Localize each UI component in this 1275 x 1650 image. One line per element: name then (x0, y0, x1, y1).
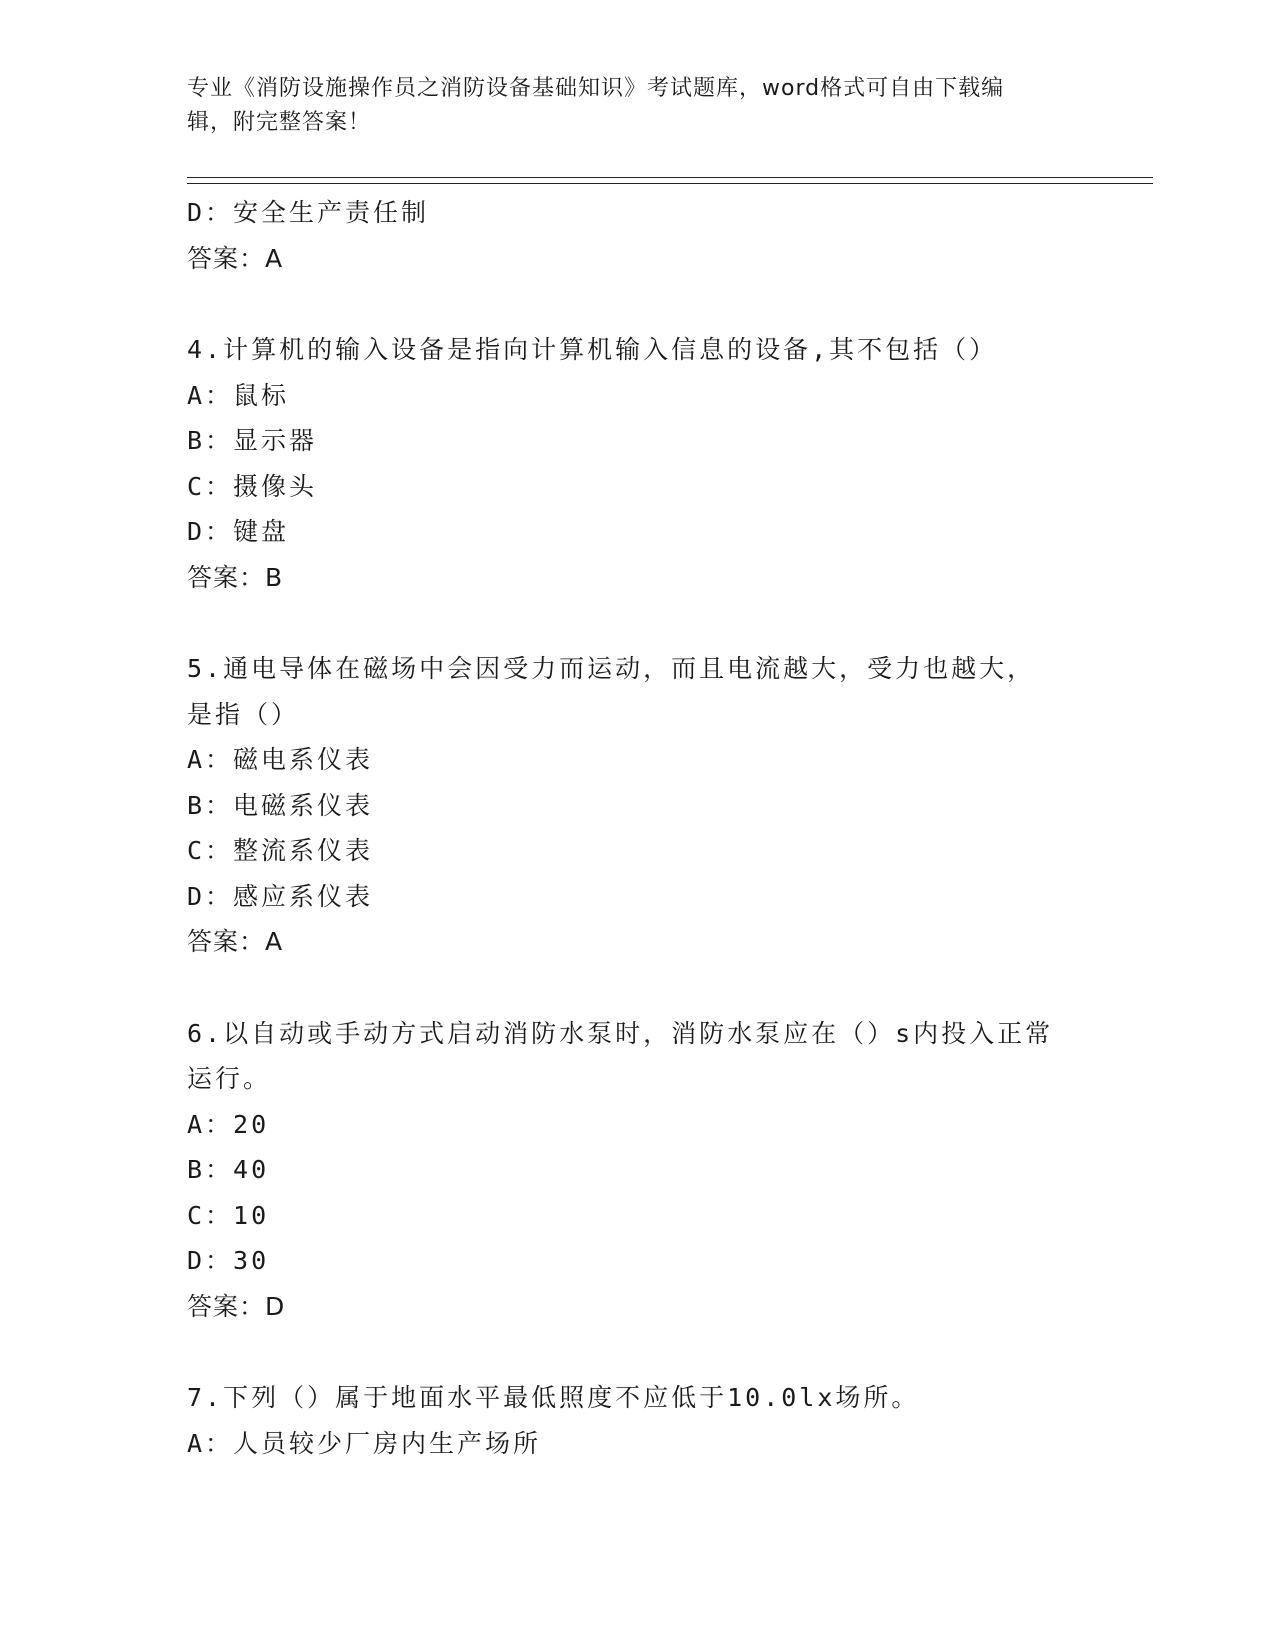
spacer (187, 965, 1087, 1011)
document-header (187, 72, 1067, 140)
question-stem-line-2: 是指（） (187, 699, 300, 729)
option-a: A：磁电系仪表 (187, 745, 374, 774)
header-line-1: 专业《消防设施操作员之消防设备基础知识》考试题库，word格式可自由下载编 (187, 76, 1005, 101)
answer: 答案：B (187, 562, 284, 592)
option-c: C：10 (187, 1200, 270, 1230)
spacer (187, 600, 1087, 646)
answer: 答案：D (187, 1291, 286, 1321)
header-rule-top (187, 177, 1153, 178)
option-d: D：30 (187, 1246, 270, 1275)
option-b: B：显示器 (187, 426, 318, 455)
option-b: B：40 (187, 1155, 270, 1184)
option-c: C：整流系仪表 (187, 836, 374, 865)
option-a: A：鼠标 (187, 380, 290, 410)
question-list (187, 190, 1087, 1466)
question-4 (187, 327, 1087, 600)
spacer (187, 281, 1087, 327)
question-stem: 7.下列（）属于地面水平最低照度不应低于10.0lx场所。 (187, 1383, 920, 1412)
option-b: B：电磁系仪表 (187, 790, 374, 820)
answer: 答案：A (187, 243, 284, 273)
question-6 (187, 1011, 1087, 1330)
answer: 答案：A (187, 927, 284, 956)
option-d: D：安全生产责任制 (187, 198, 430, 227)
header-line-2: 辑，附完整答案！ (187, 110, 372, 135)
option-c: C：摄像头 (187, 471, 318, 501)
question-stem: 4.计算机的输入设备是指向计算机输入信息的设备,其不包括（） (187, 335, 998, 364)
option-a: A：人员较少厂房内生产场所 (187, 1428, 542, 1458)
question-7 (187, 1375, 1087, 1466)
question-3-tail (187, 190, 1087, 281)
question-5 (187, 646, 1087, 965)
spacer (187, 1329, 1087, 1375)
question-stem-line-2: 运行。 (187, 1064, 272, 1093)
question-stem-line-1: 6.以自动或手动方式启动消防水泵时，消防水泵应在（）s内投入正常 (187, 1018, 1054, 1048)
option-d: D：键盘 (187, 517, 290, 546)
header-rule-bottom (187, 183, 1153, 184)
option-d: D：感应系仪表 (187, 881, 374, 911)
question-stem-line-1: 5.通电导体在磁场中会因受力而运动，而且电流越大，受力也越大， (187, 654, 1036, 683)
option-a: A：20 (187, 1109, 270, 1139)
